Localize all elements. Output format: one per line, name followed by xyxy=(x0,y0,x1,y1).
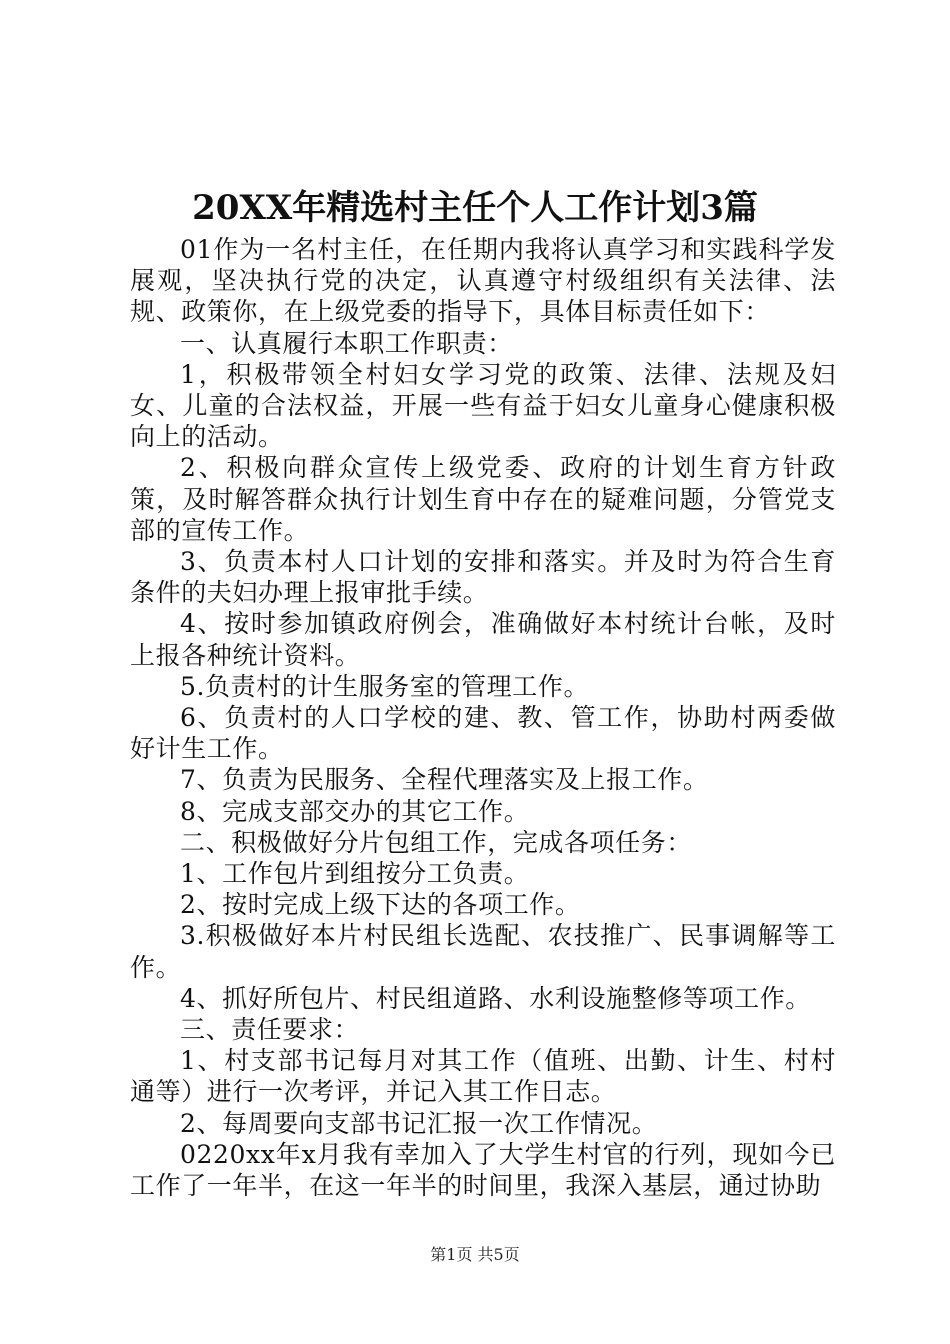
paragraph: 三、责任要求： xyxy=(180,1015,360,1045)
paragraph: 2、按时完成上级下达的各项工作。 xyxy=(180,890,581,920)
paragraph: 二、积极做好分片包组工作，完成各项任务： xyxy=(180,827,693,857)
paragraph: 01作为一名村主任，在任期内我将认真学习和实践科学发展观，坚决执行党的决定，认真遵守村级组织有关法律、法规、政策你，在上级党委的指导下，具体目标责任如下： xyxy=(130,235,836,327)
paragraph: 0220xx年x月我有幸加入了大学生村官的行列，现如今已工作了一年半，在这一年半的时间里，我深入基层，通过协助 xyxy=(130,1139,836,1201)
paragraph: 4、按时参加镇政府例会，准确做好本村统计台帐，及时上报各种统计资料。 xyxy=(130,609,836,670)
paragraph: 5.负责村的计生服务室的管理工作。 xyxy=(180,671,590,701)
document-body xyxy=(130,234,836,1201)
paragraph: 1，积极带领全村妇女学习党的政策、法律、法规及妇女、儿童的合法权益，开展一些有益于妇女儿童身心健康积极向上的活动。 xyxy=(130,359,836,452)
paragraph: 4、抓好所包片、村民组道路、水利设施整修等项工作。 xyxy=(180,983,811,1013)
paragraph: 7、负责为民服务、全程代理落实及上报工作。 xyxy=(180,765,709,795)
paragraph: 1、村支部书记每月对其工作（值班、出勤、计生、村村通等）进行一次考评，并记入其工作日志。 xyxy=(130,1046,836,1107)
paragraph: 2、每周要向支部书记汇报一次工作情况。 xyxy=(180,1108,658,1138)
paragraph: 6、负责村的人口学校的建、教、管工作，协助村两委做好计生工作。 xyxy=(130,703,836,764)
paragraph: 一、认真履行本职工作职责： xyxy=(180,328,513,358)
paragraph: 3、负责本村人口计划的安排和落实。并及时为符合生育条件的夫妇办理上报审批手续。 xyxy=(130,547,836,608)
paragraph: 8、完成支部交办的其它工作。 xyxy=(180,796,530,826)
page-footer: 第1页 共5页 xyxy=(430,1245,520,1264)
document-title: 20XX年精选村主任个人工作计划3篇 xyxy=(192,188,758,228)
paragraph: 2、积极向群众宣传上级党委、政府的计划生育方针政策，及时解答群众执行计划生育中存在的疑难问题，分管党支部的宣传工作。 xyxy=(130,453,836,545)
paragraph: 3.积极做好本片村民组长选配、农技推广、民事调解等工作。 xyxy=(130,921,836,982)
paragraph: 1、工作包片到组按分工负责。 xyxy=(180,859,530,889)
